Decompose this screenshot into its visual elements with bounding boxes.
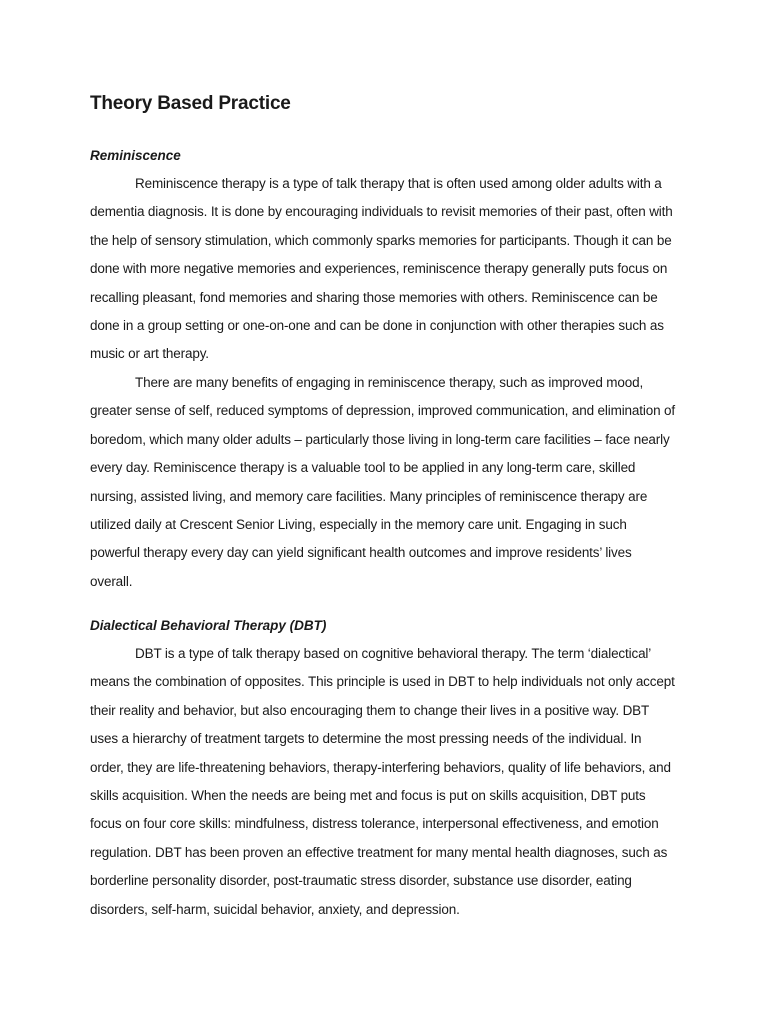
paragraph-reminiscence-definition: Reminiscence therapy is a type of talk therapy that is often used among older adults with a dementia diagnosis. It is done by encouraging individuals to revisit memories of their past, often with the help of sensory stimulation, which commonly sparks memories for participants. Though it can be done with more negative memories and experiences, reminiscence therapy generally puts focus on recalling pleasant, fond memories and sharing those memories with others. Reminiscence can be done in a group setting or one-on-one and can be done in conjunction with other therapies such as music or art therapy. [90, 176, 673, 362]
document-title: Theory Based Practice [90, 93, 291, 114]
paragraph-dbt-definition: DBT is a type of talk therapy based on cognitive behavioral therapy. The term ‘dialectical’ means the combination of opposites. This principle is used in DBT to help individuals not only accept their reality and behavior, but also encouraging them to change their lives in a positive way. DBT uses a hierarchy of treatment targets to determine the most pressing needs of the individual. In order, they are life-threatening behaviors, therapy-interfering behaviors, quality of life behaviors, and skills acquisition. When the needs are being met and focus is put on skills acquisition, DBT puts focus on four core skills: mindfulness, distress tolerance, interpersonal effectiveness, and emotion regulation. DBT has been proven an effective treatment for many mental health diagnoses, such as borderline personality disorder, post-traumatic stress disorder, substance use disorder, eating disorders, self-harm, suicidal behavior, anxiety, and depression. [90, 646, 675, 917]
paragraph-reminiscence-benefits: There are many benefits of engaging in reminiscence therapy, such as improved mood, greater sense of self, reduced symptoms of depression, improved communication, and elimination of boredom, which many older adults – particularly those living in long-term care facilities – face nearly every day. Reminiscence therapy is a valuable tool to be applied in any long-term care, skilled nursing, assisted living, and memory care facilities. Many principles of reminiscence therapy are utilized daily at Crescent Senior Living, especially in the memory care unit. Engaging in such powerful therapy every day can yield significant health outcomes and improve residents’ lives overall. [90, 375, 676, 589]
section-heading-dbt: Dialectical Behavioral Therapy (DBT) [90, 618, 327, 633]
section-heading-reminiscence: Reminiscence [90, 148, 181, 163]
